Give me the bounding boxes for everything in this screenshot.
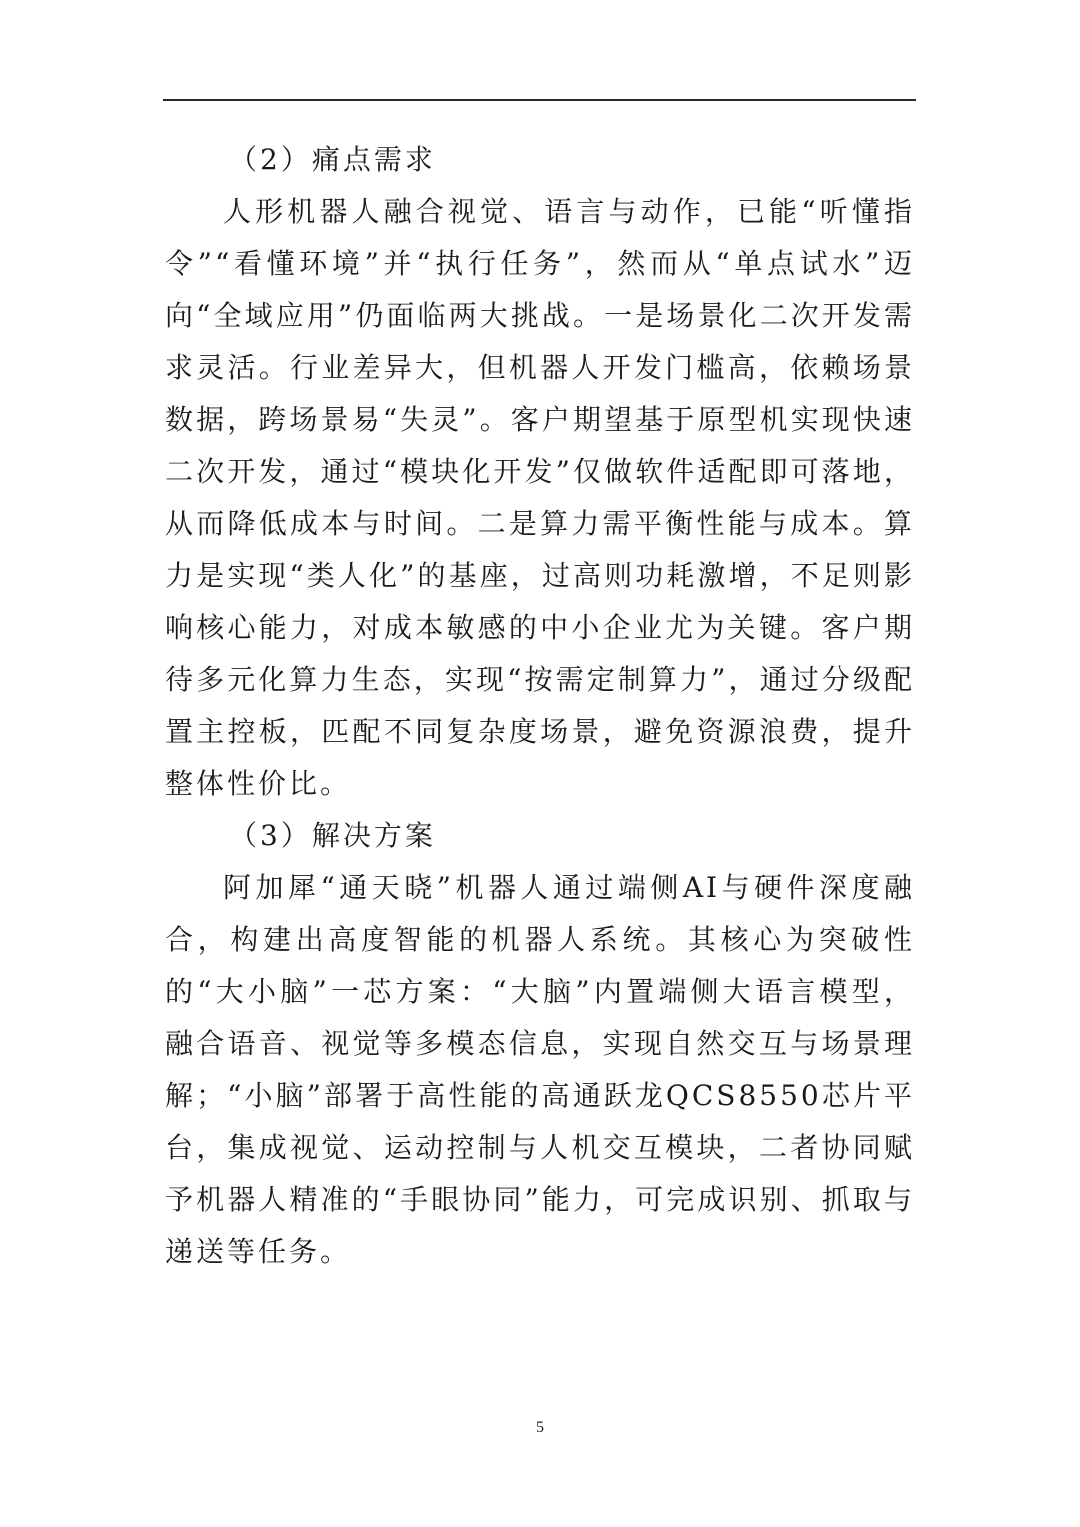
pain-points-paragraph: 人形机器人融合视觉、语言与动作，已能“听懂指令”“看懂环境”并“执行任务”，然而从“单点试水”迈向“全域应用”仍面临两大挑战。一是场景化二次开发需求灵活。行业差异大，但机器人开发门槛高，依赖场景数据，跨场景易“失灵”。客户期望基于原型机实现快速二次开发，通过“模块化开发”仅做软件适配即可落地，从而降低成本与时间。二是算力需平衡性能与成本。算力是实现“类人化”的基座，过高则功耗激增，不足则影响核心能力，对成本敏感的中小企业尤为关键。客户期待多元化算力生态，实现“按需定制算力”，通过分级配置主控板，匹配不同复杂度场景，避免资源浪费，提升整体性价比。 <box>165 195 915 800</box>
section-heading-pain-points: （2）痛点需求 <box>229 143 436 176</box>
page-number: 5 <box>536 1419 544 1436</box>
header-rule <box>163 99 916 101</box>
page-body <box>165 134 915 1278</box>
solution-paragraph: 阿加犀“通天晓”机器人通过端侧AI与硬件深度融合，构建出高度智能的机器人系统。其核心为突破性的“大小脑”一芯方案：“大脑”内置端侧大语言模型，融合语音、视觉等多模态信息，实现自然交互与场景理解；“小脑”部署于高性能的高通跃龙QCS8550芯片平台，集成视觉、运动控制与人机交互模块，二者协同赋予机器人精准的“手眼协同”能力，可完成识别、抓取与递送等任务。 <box>165 871 915 1268</box>
section-heading-solution: （3）解决方案 <box>229 819 436 852</box>
